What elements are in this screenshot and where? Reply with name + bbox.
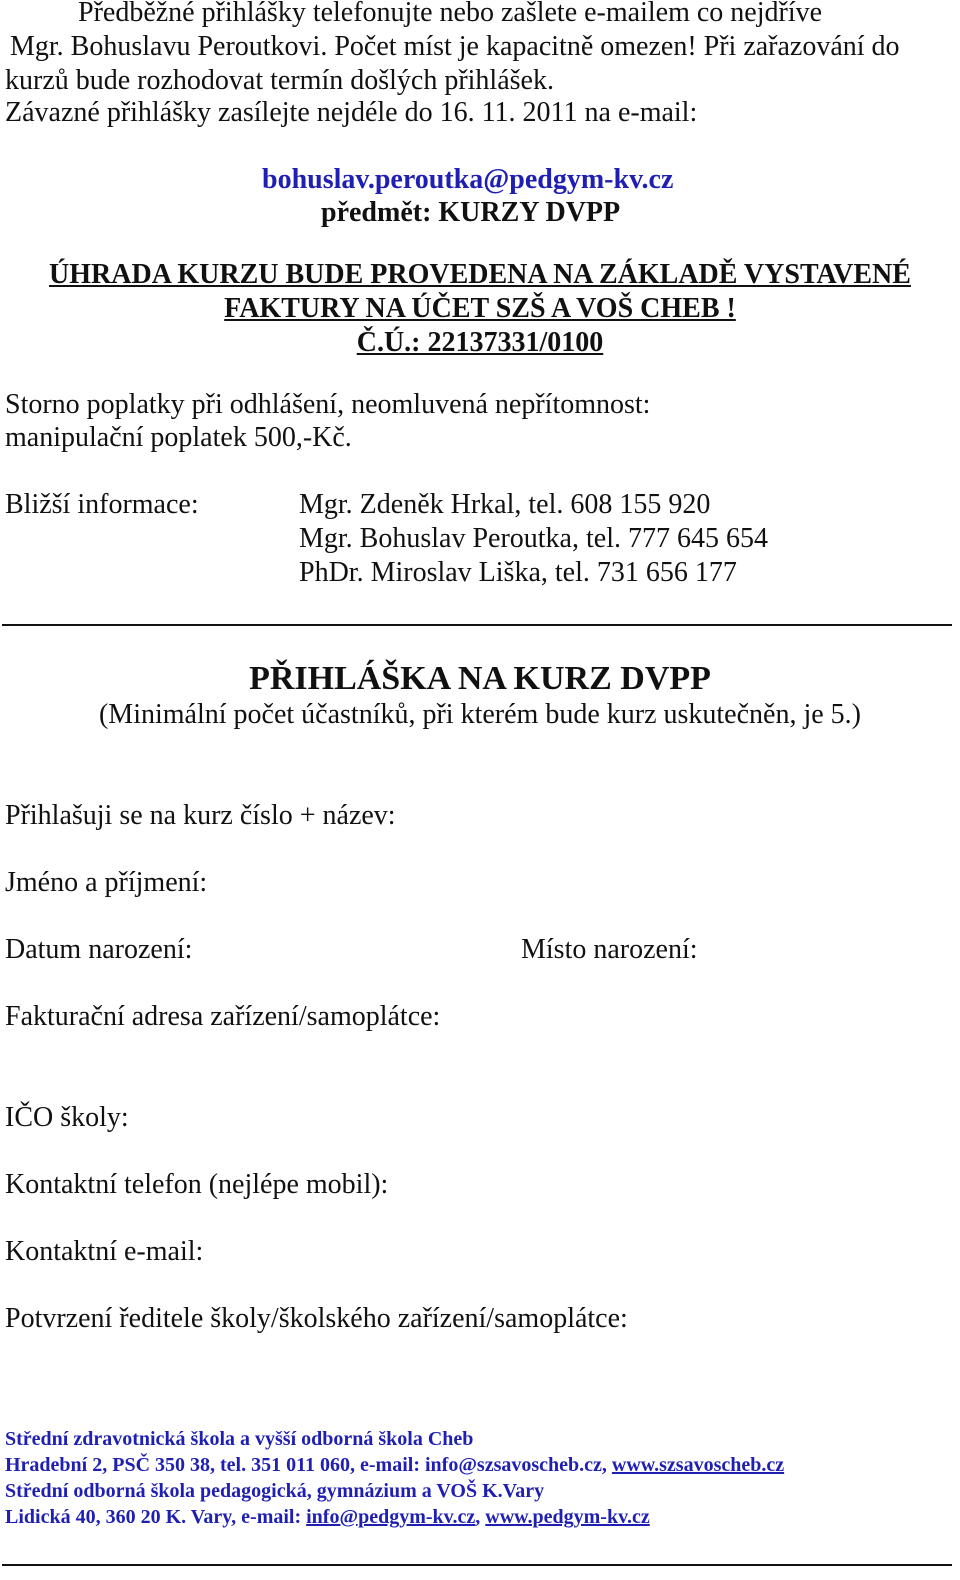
- contact-item: PhDr. Miroslav Liška, tel. 731 656 177: [299, 557, 737, 588]
- payment-notice-line-1: ÚHRADA KURZU BUDE PROVEDENA NA ZÁKLADĚ VYSTAVENÉ: [49, 259, 911, 290]
- field-name: Jméno a příjmení:: [5, 867, 208, 898]
- field-birth-place: Místo narození:: [521, 934, 698, 965]
- contact-item: Mgr. Zdeněk Hrkal, tel. 608 155 920: [299, 489, 711, 520]
- footer-divider: [2, 1564, 952, 1566]
- footer-separator: ,: [475, 1506, 486, 1528]
- footer-school-1-address: [5, 1452, 784, 1478]
- intro-line-2: Mgr. Bohuslavu Peroutkovi. Počet míst je kapacitně omezen! Při zařazování do: [10, 31, 900, 62]
- field-course: Přihlašuji se na kurz číslo + název:: [5, 800, 396, 831]
- storno-line-1: Storno poplatky při odhlášení, neomluvená nepřítomnost:: [5, 389, 651, 420]
- intro-line-1: Předběžné přihlášky telefonujte nebo zašlete e-mailem co nejdříve: [78, 0, 823, 28]
- bank-account: Č.Ú.: 22137331/0100: [356, 327, 604, 358]
- footer-school-1: Střední zdravotnická škola a vyšší odborná škola Cheb: [5, 1428, 474, 1450]
- field-billing-address: Fakturační adresa zařízení/samoplátce:: [5, 1001, 441, 1032]
- footer-school-2: Střední odborná škola pedagogická, gymnázium a VOŠ K.Vary: [5, 1480, 545, 1502]
- footer-school-1-web-link[interactable]: www.szsavoscheb.cz: [611, 1454, 785, 1476]
- form-subtitle: (Minimální počet účastníků, při kterém bude kurz uskutečněn, je 5.): [98, 699, 861, 730]
- contact-email[interactable]: bohuslav.peroutka@pedgym-kv.cz: [262, 164, 674, 195]
- footer-school-2-address: [5, 1504, 650, 1530]
- payment-notice-line-2: FAKTURY NA ÚČET SZŠ A VOŠ CHEB !: [224, 293, 736, 324]
- intro-line-3: kurzů bude rozhodovat termín došlých přihlášek.: [5, 65, 554, 96]
- footer-school-2-address-text: Lidická 40, 360 20 K. Vary, e-mail:: [5, 1506, 307, 1528]
- form-title: PŘIHLÁŠKA NA KURZ DVPP: [249, 660, 711, 697]
- section-divider: [2, 624, 952, 626]
- storno-line-2: manipulační poplatek 500,-Kč.: [5, 422, 352, 453]
- footer-school-2-email-link[interactable]: info@pedgym-kv.cz: [306, 1506, 476, 1528]
- intro-line-4: Závazné přihlášky zasílejte nejdéle do 16. 11. 2011 na e-mail:: [5, 97, 698, 128]
- field-ico: IČO školy:: [5, 1102, 129, 1133]
- contact-item: Mgr. Bohuslav Peroutka, tel. 777 645 654: [299, 523, 768, 554]
- email-subject: předmět: KURZY DVPP: [321, 197, 621, 228]
- footer-school-1-address-text: Hradební 2, PSČ 350 38, tel. 351 011 060, e-mail: info@szsavoscheb.cz,: [5, 1454, 612, 1476]
- field-email: Kontaktní e-mail:: [5, 1236, 204, 1267]
- info-label: Bližší informace:: [5, 489, 199, 520]
- field-confirmation: Potvrzení ředitele školy/školského zařízení/samoplátce:: [5, 1303, 628, 1334]
- field-birth-date: Datum narození:: [5, 934, 193, 965]
- field-phone: Kontaktní telefon (nejlépe mobil):: [5, 1169, 389, 1200]
- footer-school-2-web-link[interactable]: www.pedgym-kv.cz: [485, 1506, 650, 1528]
